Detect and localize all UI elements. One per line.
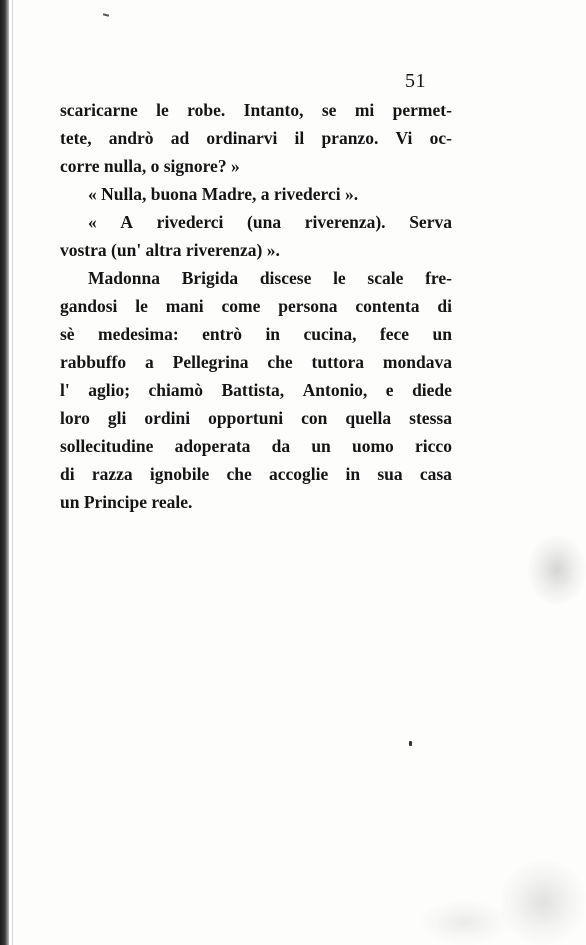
word: le [156,100,169,120]
text-line [60,376,452,404]
binding-edge [0,0,9,945]
text-line [60,348,452,376]
word: stessa [409,408,452,428]
word: in [265,324,281,344]
word: Antonio, [302,380,368,400]
word: aglio; [88,380,131,400]
word: tuttora [311,352,365,372]
word: Madonna [88,268,160,288]
word: quella [345,408,392,428]
text-line [60,292,452,320]
word: a [145,352,154,372]
word: fece [379,324,410,344]
word: casa [419,464,452,484]
word: razza [91,464,133,484]
word: ordini [144,408,191,428]
text-line [60,460,452,488]
word: scaricarne [60,100,138,120]
text-line [60,208,452,236]
word: Brigida [181,268,239,288]
word: sollecitudine [60,436,154,456]
text-line [60,320,452,348]
word: un [311,436,331,456]
word: l' [60,380,70,400]
word: gli [107,408,127,428]
text-line: « Nulla, buona Madre, a rivederci ». [88,184,359,204]
text-line [60,264,452,292]
word: gandosi [60,296,118,316]
word: (una [247,212,282,232]
word: mondava [382,352,452,372]
text-line: corre nulla, o signore? » [60,156,240,176]
word: « [88,212,97,232]
word: andrò [108,128,154,148]
word: mani [165,296,204,316]
word: medesima: [98,324,179,344]
word: Serva [409,212,452,232]
word: le [333,268,346,288]
word: fre- [425,268,452,288]
word: in [345,464,361,484]
word: da [271,436,291,456]
word: di [437,296,452,316]
word: cucina, [303,324,357,344]
bleed-through-smudge [420,900,510,945]
binding-shadow-line [12,0,13,945]
word: Battista, [221,380,285,400]
word: scale [367,268,404,288]
word: uomo [352,436,394,456]
word: discese [259,268,312,288]
word: come [221,296,261,316]
page-number: 51 [405,70,426,92]
word: sua [377,464,403,484]
word: il [294,128,305,148]
word: e [385,380,394,400]
word: loro [60,408,90,428]
word: Intanto, [243,100,304,120]
word: riverenza). [304,212,386,232]
word: chiamò [148,380,203,400]
word: con [301,408,328,428]
word: robe. [187,100,226,120]
word: adoperata [174,436,251,456]
text-line [60,404,452,432]
word: ad [170,128,190,148]
word: sè [60,324,75,344]
word: A [120,212,134,232]
word: ricco [415,436,452,456]
word: ignobile [149,464,210,484]
word: ordinarvi [206,128,278,148]
word: entrò [202,324,242,344]
text-line [60,124,452,152]
text-line: un Principe reale. [60,492,193,512]
word: oc- [429,128,452,148]
bleed-through-smudge [500,860,586,945]
word: tete, [60,128,92,148]
word: persona [278,296,338,316]
word: mi [354,100,375,120]
word: permet- [392,100,452,120]
word: un [432,324,452,344]
word: pranzo. [321,128,379,148]
word: Pellegrina [172,352,249,372]
text-line: vostra (un' altra riverenza) ». [60,240,280,260]
body-text [60,96,452,516]
text-line [60,96,452,124]
word: di [60,464,75,484]
word: le [135,296,148,316]
word: diede [412,380,452,400]
word: che [267,352,293,372]
word: contenta [355,296,420,316]
bleed-through-smudge [528,535,586,605]
word: rivederci [156,212,224,232]
ink-speck [103,13,109,16]
word: accoglie [268,464,329,484]
word: Vi [395,128,413,148]
word: che [226,464,252,484]
text-line [60,432,452,460]
word: opportuni [208,408,284,428]
ink-speck [409,741,412,746]
word: rabbuffo [60,352,127,372]
word: se [321,100,337,120]
